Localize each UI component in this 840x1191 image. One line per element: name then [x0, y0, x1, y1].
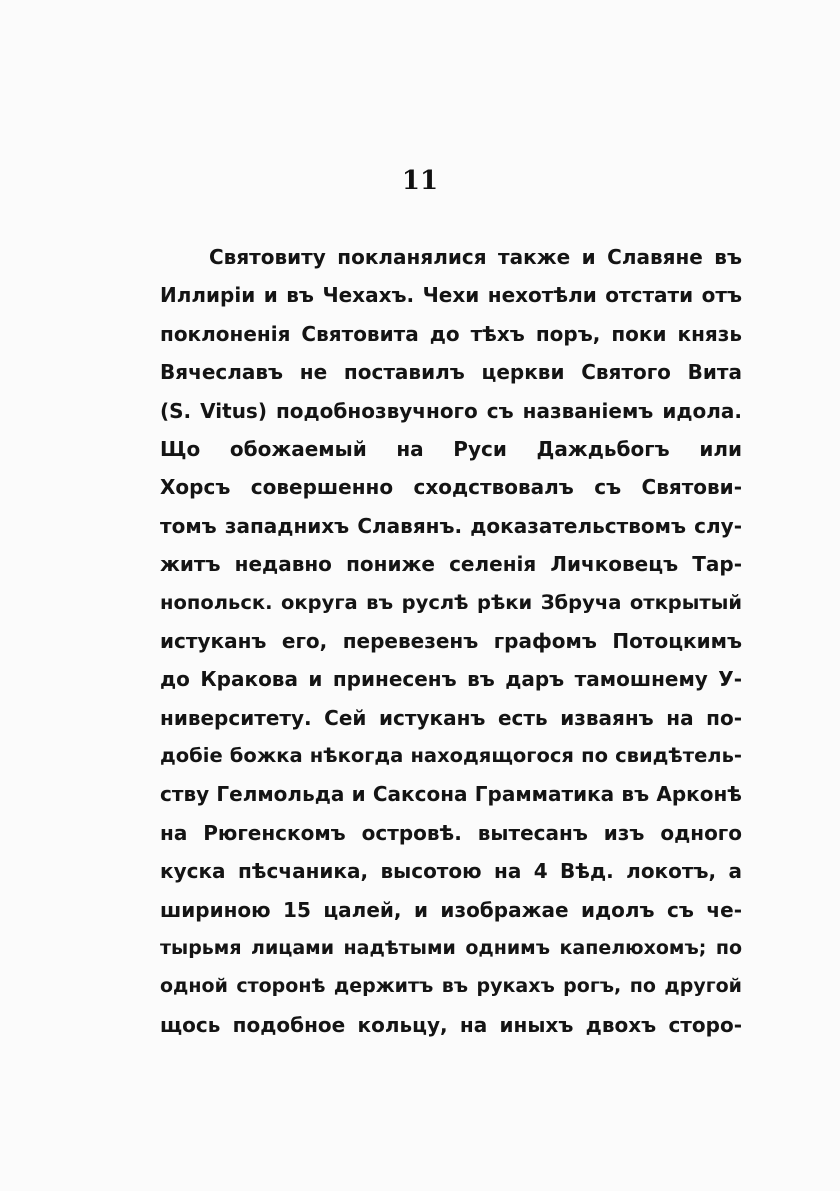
text-line: истуканъ его, перевезенъ графомъ Потоцкимъ: [160, 628, 742, 653]
text-line: Вячеславъ не поставилъ церкви Святого Вита: [160, 360, 742, 385]
text-line: тырьмя лицами надѣтыми однимъ капелюхомъ; по: [160, 937, 742, 960]
text-line: (S. Vitus) подобнозвучного съ названіемъ идола.: [160, 398, 742, 423]
text-line: одной сторонѣ держитъ въ рукахъ рогъ, по другой: [160, 975, 742, 998]
text-line: ству Гелмольда и Саксона Грамматика въ Арконѣ: [160, 782, 742, 807]
text-line: поклоненія Святовита до тѣхъ поръ, поки князь: [160, 321, 742, 346]
text-line: ниверситету. Сей истуканъ есть изваянъ на по-: [160, 705, 742, 730]
text-line: житъ недавно пониже селенія Личковецъ Тар-: [160, 552, 742, 577]
text-line: до Кракова и принесенъ въ даръ тамошнему У-: [160, 667, 742, 692]
text-line: на Рюгенскомъ островѣ. вытесанъ изъ одного: [160, 820, 742, 845]
body-paragraph: [160, 238, 742, 1044]
text-line: нопольск. округа въ руслѣ рѣки Збруча открытый: [160, 590, 742, 614]
text-line: Святовиту покланялися также и Славяне въ: [209, 245, 742, 269]
page-number: 11: [401, 166, 439, 196]
text-line: куска пѣсчаника, высотою на 4 Вѣд. локотъ, а: [160, 859, 742, 884]
text-line: Иллиріи и въ Чехахъ. Чехи нехотѣли отстати отъ: [160, 283, 742, 308]
text-line: томъ западнихъ Славянъ. доказательствомъ слу-: [160, 513, 742, 538]
text-line: Що обожаемый на Руси Даждьбогъ или: [160, 436, 742, 461]
text-line: добіе божка нѣкогда находящогося по свидѣтель-: [160, 744, 742, 768]
text-line: Хорсъ совершенно сходствовалъ съ Святови-: [160, 475, 742, 500]
text-line: щось подобное кольцу, на иныхъ двохъ сторо-: [160, 1012, 742, 1037]
text-line: шириною 15 цалей, и изображае идолъ съ че-: [160, 897, 742, 922]
